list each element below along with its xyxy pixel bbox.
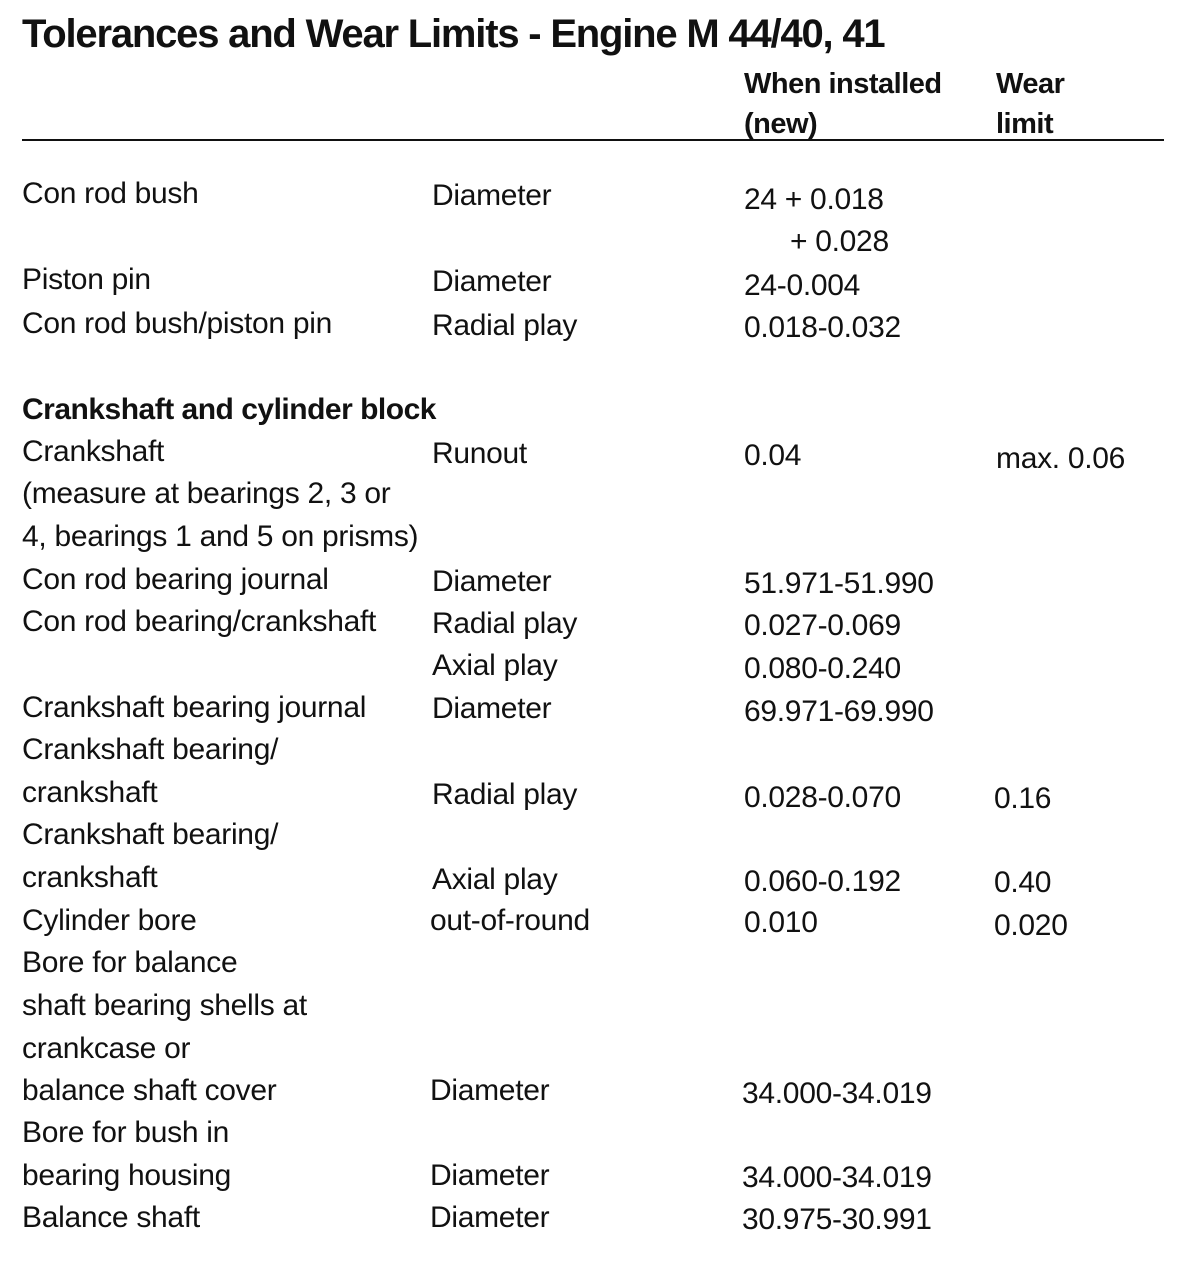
part-label: Cylinder bore — [22, 904, 197, 937]
header-divider — [22, 139, 1164, 141]
part-label: Bore for bush in — [22, 1116, 229, 1149]
measure-label: Diameter — [432, 692, 552, 725]
measure-label: Axial play — [432, 649, 558, 682]
installed-value: 69.971-69.990 — [744, 695, 934, 728]
part-label: crankshaft — [22, 861, 158, 894]
installed-value: 34.000-34.019 — [742, 1077, 932, 1110]
wear-limit-value: 0.16 — [994, 782, 1052, 815]
part-label: Bore for balance — [22, 946, 238, 979]
column-header-installed-line2: (new) — [744, 108, 818, 140]
part-label: Con rod bearing/crankshaft — [22, 605, 377, 638]
installed-value: 24 + 0.018 — [744, 183, 884, 216]
installed-value: 24-0.004 — [744, 269, 861, 302]
column-header-installed-line1: When installed — [744, 68, 942, 100]
column-header-wear-line2: limit — [996, 108, 1054, 140]
part-label: shaft bearing shells at — [22, 989, 307, 1022]
part-label: Balance shaft — [22, 1201, 200, 1234]
part-label: (measure at bearings 2, 3 or — [22, 477, 391, 510]
measure-label: Diameter — [432, 265, 552, 298]
measure-label: Diameter — [430, 1159, 550, 1192]
installed-value: 30.975-30.991 — [742, 1203, 932, 1236]
installed-value: 0.080-0.240 — [744, 652, 901, 685]
part-label: Crankshaft bearing/ — [22, 733, 279, 766]
part-label: balance shaft cover — [22, 1074, 277, 1107]
measure-label: Radial play — [432, 778, 578, 811]
wear-limit-value: max. 0.06 — [996, 442, 1126, 475]
part-label: Con rod bush — [22, 177, 199, 210]
installed-value: 51.971-51.990 — [744, 567, 934, 600]
installed-value: 0.060-0.192 — [744, 865, 901, 898]
measure-label: Diameter — [432, 565, 552, 598]
part-label: crankcase or — [22, 1032, 191, 1065]
installed-value: 0.027-0.069 — [744, 609, 901, 642]
measure-label: Radial play — [432, 607, 578, 640]
installed-value: 0.010 — [744, 906, 818, 939]
wear-limit-value: 0.020 — [994, 909, 1068, 942]
part-label: Con rod bearing journal — [22, 563, 329, 596]
part-label: Crankshaft bearing/ — [22, 818, 279, 851]
section-heading: Crankshaft and cylinder block — [22, 393, 436, 426]
installed-value: 0.018-0.032 — [744, 311, 901, 344]
measure-label: out-of-round — [430, 904, 590, 937]
part-label: Crankshaft — [22, 435, 165, 468]
measure-label: Runout — [432, 437, 527, 470]
column-header-wear — [996, 64, 1064, 144]
installed-value: 0.028-0.070 — [744, 781, 901, 814]
measure-label: Diameter — [432, 179, 552, 212]
page-title: Tolerances and Wear Limits - Engine M 44/40, 41 — [22, 12, 885, 56]
part-label: Con rod bush/piston pin — [22, 307, 332, 340]
measure-label: Diameter — [430, 1201, 550, 1234]
installed-value: + 0.028 — [790, 225, 889, 258]
installed-value: 0.04 — [744, 439, 802, 472]
column-header-wear-line1: Wear — [996, 68, 1065, 100]
part-label: Crankshaft bearing journal — [22, 691, 367, 724]
measure-label: Diameter — [430, 1074, 550, 1107]
measure-label: Radial play — [432, 309, 578, 342]
part-label: bearing housing — [22, 1159, 232, 1192]
part-label: crankshaft — [22, 776, 158, 809]
installed-value: 34.000-34.019 — [742, 1161, 932, 1194]
part-label: 4, bearings 1 and 5 on prisms) — [22, 520, 419, 553]
wear-limit-value: 0.40 — [994, 866, 1052, 899]
column-header-installed — [744, 64, 942, 144]
part-label: Piston pin — [22, 263, 151, 296]
measure-label: Axial play — [432, 863, 558, 896]
